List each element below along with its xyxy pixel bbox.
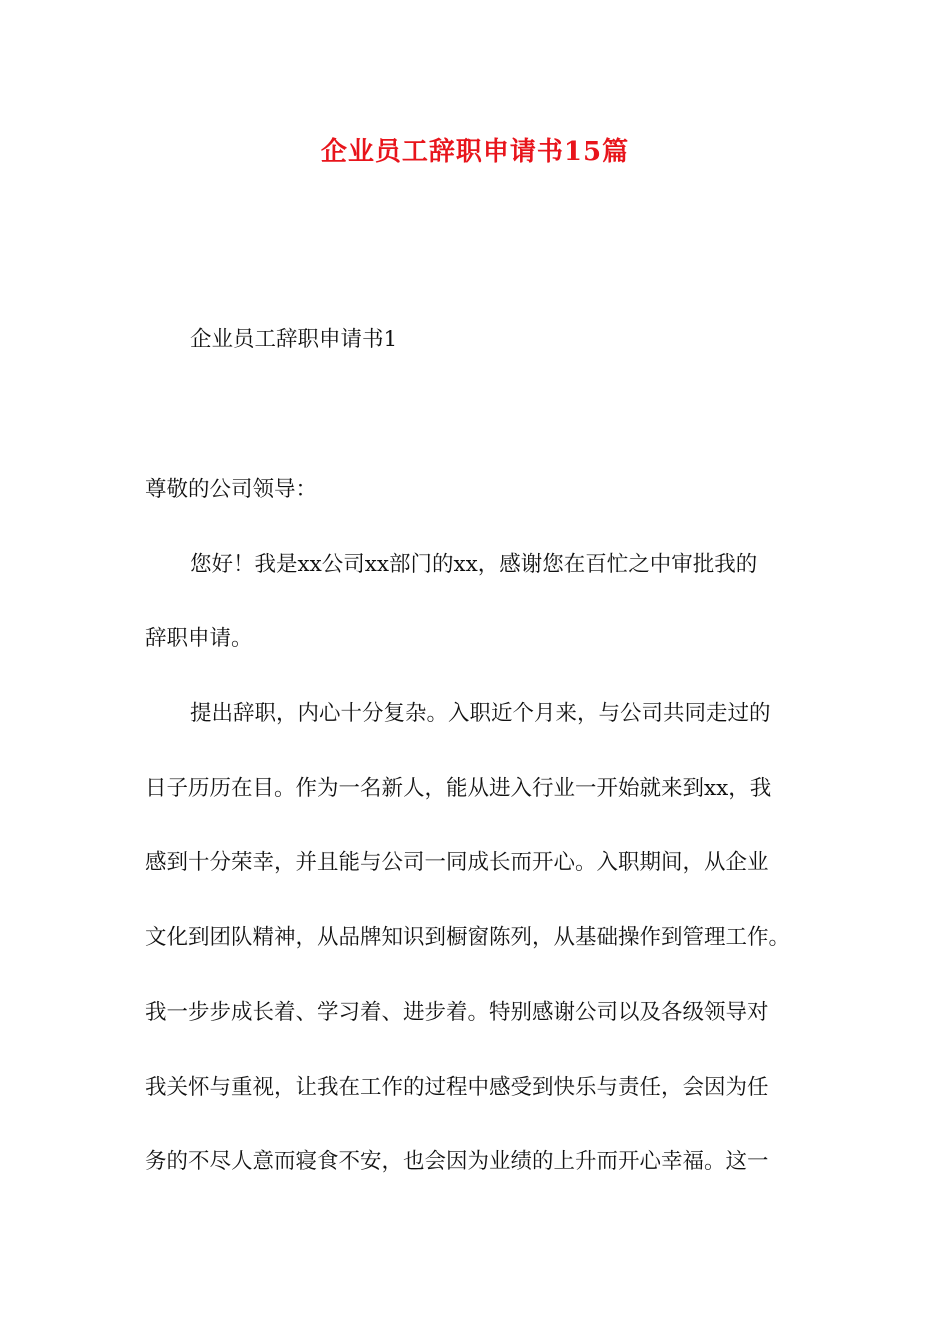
body-line: 提出辞职，内心十分复杂。入职近个月来，与公司共同走过的 <box>190 701 771 726</box>
body-line: 我一步步成长着、学习着、进步着。特别感谢公司以及各级领导对 <box>145 1000 769 1025</box>
body-line: 文化到团队精神，从品牌知识到橱窗陈列，从基础操作到管理工作。 <box>145 925 791 950</box>
body-line: 您好！我是xx公司xx部门的xx，感谢您在百忙之中审批我的 <box>190 552 758 577</box>
document-title: 企业员工辞职申请书15篇 <box>320 137 630 167</box>
body-line: 辞职申请。 <box>145 626 253 651</box>
body-line: 务的不尽人意而寝食不安，也会因为业绩的上升而开心幸福。这一 <box>145 1149 769 1174</box>
body-line: 我关怀与重视，让我在工作的过程中感受到快乐与责任，会因为任 <box>145 1075 769 1100</box>
salutation: 尊敬的公司领导： <box>145 477 318 502</box>
body-line: 日子历历在目。作为一名新人，能从进入行业一开始就来到xx，我 <box>145 776 772 801</box>
body-line: 感到十分荣幸，并且能与公司一同成长而开心。入职期间，从企业 <box>145 850 769 875</box>
section-heading: 企业员工辞职申请书1 <box>190 327 398 352</box>
